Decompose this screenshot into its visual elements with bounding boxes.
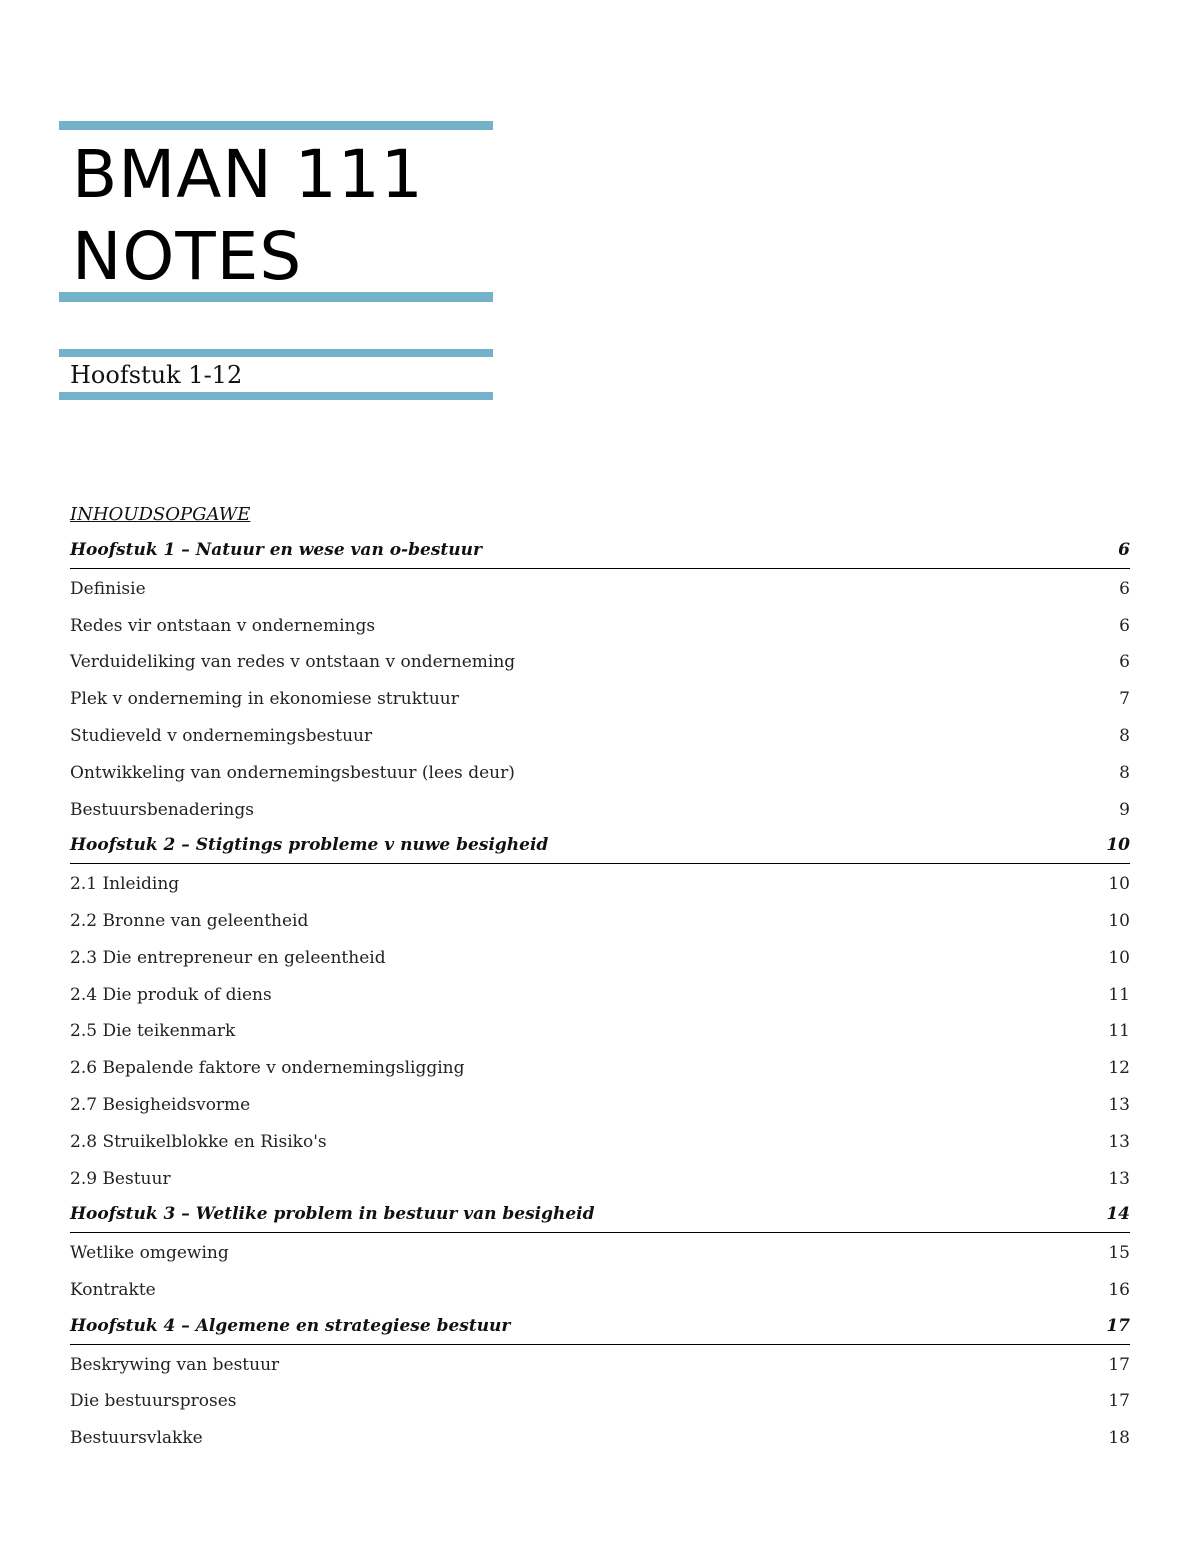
toc-entry[interactable] — [70, 755, 1130, 792]
toc-entry[interactable] — [70, 940, 1130, 977]
table-of-contents — [70, 497, 1130, 1457]
toc-entry-page-number: 16 — [1108, 1279, 1130, 1300]
toc-entry-label: Studieveld v ondernemingsbestuur — [70, 725, 373, 746]
toc-entry-page-number: 12 — [1108, 1058, 1130, 1079]
toc-entry-page-number: 6 — [1118, 540, 1130, 560]
toc-entry[interactable] — [70, 977, 1130, 1014]
toc-entry[interactable] — [70, 608, 1130, 645]
toc-entry[interactable] — [70, 1235, 1130, 1272]
toc-entry[interactable] — [70, 1013, 1130, 1050]
toc-entry-page-number: 9 — [1119, 799, 1130, 820]
toc-entry-page-number: 10 — [1108, 947, 1130, 968]
toc-entry-label: Wetlike omgewing — [70, 1243, 229, 1264]
toc-entry-label: Hoofstuk 1 – Natuur en wese van o-bestuur — [70, 540, 482, 560]
subtitle-bottom-rule — [59, 392, 493, 400]
toc-chapter-entry[interactable] — [70, 1309, 1130, 1345]
toc-entry[interactable] — [70, 1272, 1130, 1309]
toc-entry[interactable] — [70, 1087, 1130, 1124]
document-title-line-2: NOTES — [72, 218, 303, 295]
toc-entry-label: 2.5 Die teikenmark — [70, 1021, 236, 1042]
toc-entry[interactable] — [70, 571, 1130, 608]
toc-entry-label: Hoofstuk 3 – Wetlike problem in bestuur van besigheid — [70, 1204, 595, 1225]
toc-entry-page-number: 6 — [1119, 615, 1130, 636]
toc-chapter-entry[interactable] — [70, 533, 1130, 569]
toc-entry[interactable] — [70, 866, 1130, 903]
toc-chapter-entry[interactable] — [70, 828, 1130, 864]
toc-entry-label: 2.6 Bepalende faktore v ondernemingsligging — [70, 1058, 465, 1079]
toc-entry-page-number: 13 — [1108, 1094, 1130, 1115]
toc-chapter-entry[interactable] — [70, 1197, 1130, 1233]
toc-entry[interactable] — [70, 1347, 1130, 1384]
toc-entry[interactable] — [70, 1161, 1130, 1198]
toc-entry-label: 2.4 Die produk of diens — [70, 984, 272, 1005]
toc-entry-label: Bestuursvlakke — [70, 1428, 203, 1449]
toc-entry-page-number: 6 — [1119, 652, 1130, 673]
toc-entry-page-number: 17 — [1108, 1354, 1130, 1375]
toc-entry-page-number: 8 — [1119, 762, 1130, 783]
toc-entry-page-number: 6 — [1119, 578, 1130, 599]
toc-entry-page-number: 11 — [1108, 984, 1130, 1005]
toc-entry[interactable] — [70, 644, 1130, 681]
document-title-line-1: BMAN 111 — [72, 136, 424, 213]
toc-entry-label: Die bestuursproses — [70, 1391, 237, 1412]
document-subtitle: Hoofstuk 1-12 — [70, 361, 243, 389]
toc-entry-page-number: 13 — [1108, 1131, 1130, 1152]
toc-heading: INHOUDSOPGAWE — [70, 504, 251, 525]
toc-entry-page-number: 10 — [1106, 835, 1130, 856]
toc-entry-label: 2.8 Struikelblokke en Risiko's — [70, 1131, 327, 1152]
toc-entry[interactable] — [70, 1383, 1130, 1420]
toc-entry-label: Kontrakte — [70, 1279, 156, 1300]
title-top-rule — [59, 121, 493, 130]
toc-entry-page-number: 11 — [1108, 1021, 1130, 1042]
toc-entry-label: 2.1 Inleiding — [70, 874, 180, 895]
document-title — [72, 134, 424, 298]
toc-entry-page-number: 15 — [1108, 1243, 1130, 1264]
toc-entry-label: Redes vir ontstaan v ondernemings — [70, 615, 376, 636]
toc-entry-label: Hoofstuk 4 – Algemene en strategiese bestuur — [70, 1315, 511, 1336]
toc-entry-label: Definisie — [70, 578, 146, 599]
toc-entry-page-number: 17 — [1108, 1391, 1130, 1412]
toc-entry-page-number: 8 — [1119, 725, 1130, 746]
toc-entry-page-number: 18 — [1108, 1428, 1130, 1449]
toc-entry-label: Hoofstuk 2 – Stigtings probleme v nuwe besigheid — [70, 835, 549, 856]
subtitle-top-rule — [59, 349, 493, 357]
toc-entry-page-number: 14 — [1106, 1204, 1130, 1225]
toc-entry-label: Bestuursbenaderings — [70, 799, 254, 820]
toc-entry[interactable] — [70, 1050, 1130, 1087]
toc-entry[interactable] — [70, 1420, 1130, 1457]
toc-entry-page-number: 13 — [1108, 1168, 1130, 1189]
toc-entry[interactable] — [70, 792, 1130, 829]
toc-entry-page-number: 17 — [1106, 1315, 1130, 1336]
toc-entry[interactable] — [70, 1124, 1130, 1161]
toc-entry[interactable] — [70, 718, 1130, 755]
toc-entry-page-number: 10 — [1108, 874, 1130, 895]
toc-entry-label: Plek v onderneming in ekonomiese struktuur — [70, 689, 459, 710]
toc-entry-label: Verduideliking van redes v ontstaan v onderneming — [70, 652, 516, 673]
toc-entry-label: Beskrywing van bestuur — [70, 1354, 280, 1375]
toc-entry-page-number: 7 — [1119, 689, 1130, 710]
toc-entry-label: 2.7 Besigheidsvorme — [70, 1094, 251, 1115]
toc-entries — [70, 533, 1130, 1457]
toc-entry[interactable] — [70, 903, 1130, 940]
toc-entry-label: 2.2 Bronne van geleentheid — [70, 910, 309, 931]
toc-entry-label: 2.9 Bestuur — [70, 1168, 171, 1189]
toc-entry-label: 2.3 Die entrepreneur en geleentheid — [70, 947, 386, 968]
toc-entry-page-number: 10 — [1108, 910, 1130, 931]
toc-entry[interactable] — [70, 681, 1130, 718]
toc-entry-label: Ontwikkeling van ondernemingsbestuur (lees deur) — [70, 762, 515, 783]
